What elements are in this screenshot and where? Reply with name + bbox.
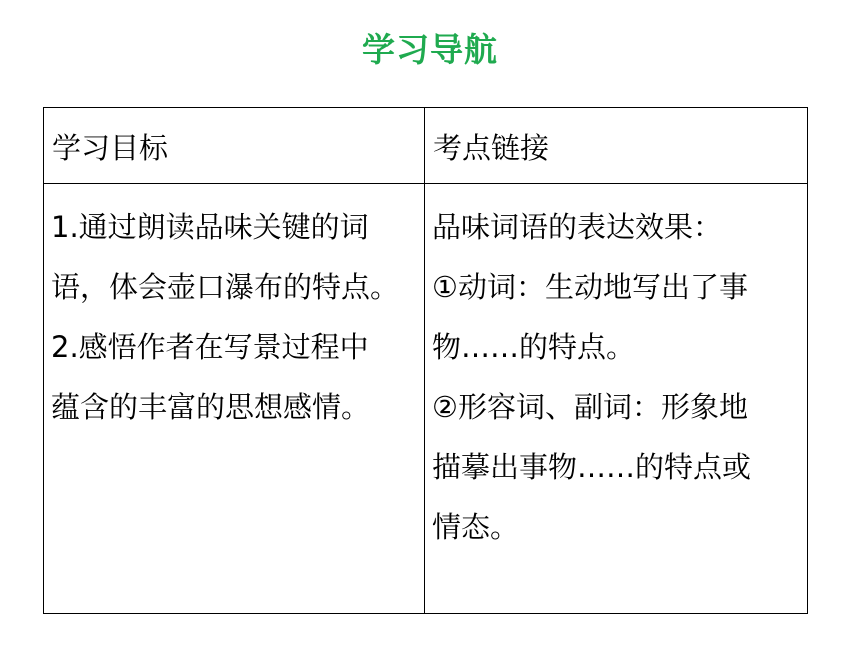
- goal-line: 1.通过朗读品味关键的词: [51, 210, 369, 244]
- exam-link-line: 物……的特点。: [432, 330, 636, 364]
- header-cell-exam-links: [425, 108, 808, 184]
- goal-line: 语，体会壶口瀑布的特点。: [51, 270, 400, 304]
- exam-link-line: 品味词语的表达效果：: [432, 210, 723, 244]
- header-goals-label: 学习目标: [52, 131, 169, 165]
- navigation-table: [43, 107, 808, 614]
- goal-line: 蕴含的丰富的思想感情。: [51, 390, 371, 424]
- exam-link-line: 描摹出事物……的特点或: [432, 450, 752, 484]
- header-cell-goals: [44, 108, 425, 184]
- table-header-row: [44, 108, 808, 184]
- exam-link-line: ①动词：生动地写出了事: [432, 270, 748, 304]
- exam-links-cell: [425, 184, 808, 614]
- exam-link-line: ②形容词、副词：形象地: [432, 390, 748, 424]
- exam-link-line: 情态。: [432, 510, 520, 544]
- goal-line: 2.感悟作者在写景过程中: [51, 330, 369, 364]
- goals-cell: [44, 184, 425, 614]
- page-title: 学习导航: [362, 30, 498, 69]
- table-body-row: [44, 184, 808, 614]
- header-exam-links-label: 考点链接: [433, 131, 550, 165]
